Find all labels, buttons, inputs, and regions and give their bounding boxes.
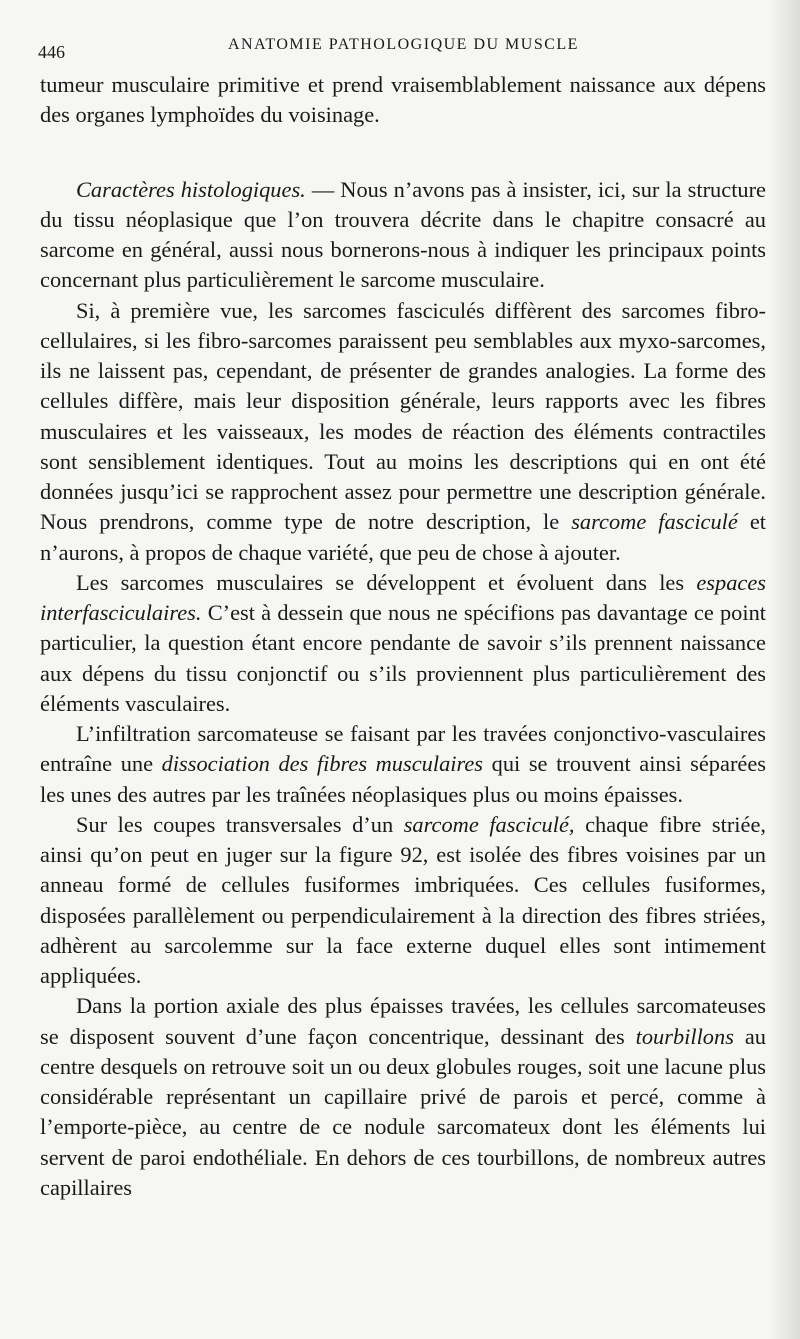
emphasis: sarcome fasciculé [571,509,738,535]
section-heading: Caractères histologiques. [76,176,306,202]
page-number: 446 [38,42,65,62]
paragraph-infiltration: L’infiltration sarcomateuse se faisant par les travées conjonctivo-vasculaires entraîne une dissociation des fibres musculaires qui se trouvent ainsi séparées les unes des autres par les traînées néoplasiques plus ou moins épaisses. [40,721,766,807]
emphasis: tourbillons [635,1023,734,1049]
emphasis: espaces interfasciculaires. [40,569,766,625]
paragraph-axial-portion: Dans la portion axiale des plus épaisses travées, les cellules sarcomateuses se disposent souvent d’une façon concentrique, dessinant des tourbillons au centre desquels on retrouve soit un ou deux globules rouges, soit une lacune plus considérable représentant un capillaire privé de parois et percé, comme à l’emporte-pièce, au centre de ce nodule sarcomateux dont les éléments lui servent de paroi endothéliale. En dehors de ces tourbillons, de nombreux autres capillaires [40,993,767,1200]
paragraph-development: Les sarcomes musculaires se développent et évoluent dans les espaces interfasciculaires. C’est à dessein que nous ne spécifions pas davantage ce point particulier, la question étant encore pendante de savoir s’ils prennent naissance aux dépens du tissu conjonctif ou s’ils proviennent plus particulièrement des éléments vasculaires. [40,569,766,716]
body-text [40,70,766,1203]
paragraph-cross-sections: Sur les coupes transversales d’un sarcome fasciculé, chaque fibre striée, ainsi qu’on peut en juger sur la figure 92, est isolée des fibres voisines par un anneau formé de cellules fusiformes imbriquées. Ces cellules fusiformes, disposées parallèlement ou perpendiculairement à la direction des fibres striées, adhèrent au sarcolemme sur la face externe duquel elles sont intimement appliquées. [40,811,766,988]
paragraph-analogies: Si, à première vue, les sarcomes fasciculés diffèrent des sarcomes fibro-cellulaires, si les fibro-sarcomes paraissent peu semblables aux myxo-sarcomes, ils ne laissent pas, cependant, de présenter de grandes analogies. La forme des cellules diffère, mais leur disposition générale, leurs rapports avec les fibres musculaires et les vaisseaux, les modes de réaction des éléments contractiles sont sensiblement identiques. Tout au moins les descriptions qui en ont été données jusqu’ici se rapprochent assez pour permettre une description générale. Nous prendrons, comme type de notre description, le sarcome fasciculé et n’aurons, à propos de chaque variété, que peu de chose à ajouter. [40,297,766,565]
paragraph-histology: Caractères histologiques. — Nous n’avons pas à insister, ici, sur la structure du tissu néoplasique que l’on trouvera décrite dans le chapitre consacré au sarcome en général, aussi nous bornerons-nous à indiquer les principaux points concernant plus particulièrement le sarcome musculaire. [40,176,766,293]
paragraph-continuation: tumeur musculaire primitive et prend vraisemblablement naissance aux dépens des organes lymphoïdes du voisinage. [40,72,766,128]
emphasis: dissociation des fibres musculaires [161,751,484,777]
running-title: ANATOMIE PATHOLOGIQUE DU MUSCLE [228,36,579,53]
emphasis: sarcome fasciculé, [403,811,575,837]
page-header [38,30,760,60]
